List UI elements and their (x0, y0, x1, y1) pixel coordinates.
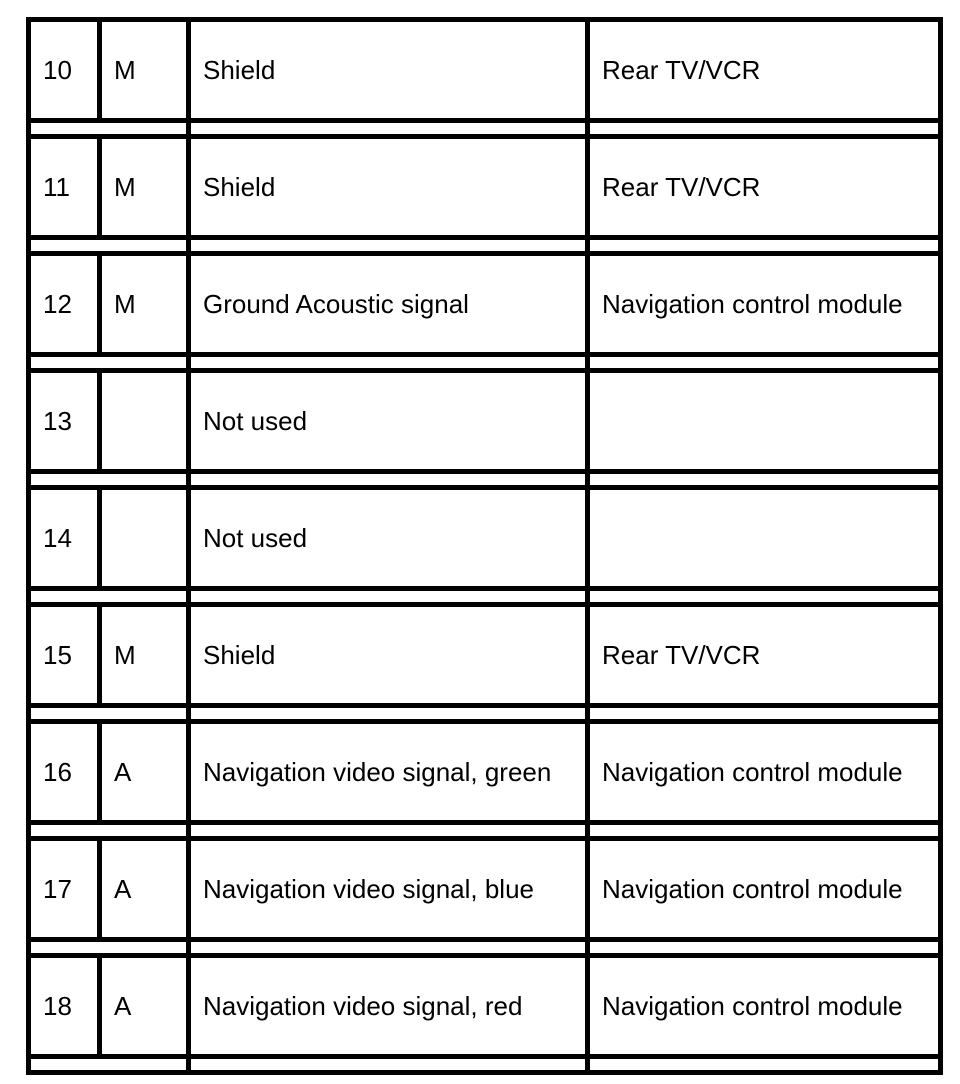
spacer-cell (189, 705, 588, 721)
spacer-cell (588, 1056, 941, 1072)
table-row (29, 839, 941, 940)
table-row (29, 137, 941, 238)
pin-number-cell: 15 (29, 605, 100, 706)
table-row (29, 488, 941, 589)
wire-type-cell: M (100, 137, 189, 238)
wire-type-cell (100, 371, 189, 472)
spacer-cell (29, 939, 189, 955)
wire-type-cell (100, 488, 189, 589)
table-row (29, 254, 941, 355)
spacer-cell (29, 354, 189, 370)
spacer-row (29, 705, 941, 721)
description-cell: Ground Acoustic signal (189, 254, 588, 355)
spacer-cell (29, 705, 189, 721)
spacer-cell (189, 1056, 588, 1072)
description-cell: Shield (189, 605, 588, 706)
spacer-cell (588, 120, 941, 136)
description-cell: Navigation video signal, red (189, 956, 588, 1057)
spacer-cell (189, 471, 588, 487)
description-cell: Shield (189, 20, 588, 121)
spacer-row (29, 237, 941, 253)
table-row (29, 20, 941, 121)
spacer-row (29, 1056, 941, 1072)
spacer-cell (588, 822, 941, 838)
description-cell: Navigation video signal, green (189, 722, 588, 823)
spacer-row (29, 120, 941, 136)
spacer-cell (29, 1056, 189, 1072)
spacer-row (29, 822, 941, 838)
description-cell: Not used (189, 488, 588, 589)
pin-number-cell: 14 (29, 488, 100, 589)
table-row (29, 371, 941, 472)
spacer-cell (588, 471, 941, 487)
spacer-cell (189, 588, 588, 604)
pin-number-cell: 12 (29, 254, 100, 355)
pin-number-cell: 11 (29, 137, 100, 238)
table-row (29, 956, 941, 1057)
wire-type-cell: A (100, 839, 189, 940)
spacer-cell (29, 588, 189, 604)
destination-cell: Rear TV/VCR (588, 137, 941, 238)
spacer-cell (588, 588, 941, 604)
description-cell: Shield (189, 137, 588, 238)
spacer-cell (189, 354, 588, 370)
wire-type-cell: M (100, 605, 189, 706)
wire-type-cell: A (100, 956, 189, 1057)
pin-table-body (29, 20, 941, 1073)
destination-cell (588, 488, 941, 589)
pin-number-cell: 10 (29, 20, 100, 121)
description-cell: Navigation video signal, blue (189, 839, 588, 940)
destination-cell (588, 371, 941, 472)
spacer-row (29, 939, 941, 955)
spacer-cell (189, 822, 588, 838)
spacer-cell (588, 939, 941, 955)
destination-cell: Navigation control module (588, 722, 941, 823)
table-row (29, 722, 941, 823)
destination-cell: Rear TV/VCR (588, 20, 941, 121)
pin-number-cell: 18 (29, 956, 100, 1057)
spacer-cell (29, 120, 189, 136)
spacer-cell (588, 354, 941, 370)
spacer-row (29, 471, 941, 487)
destination-cell: Navigation control module (588, 839, 941, 940)
destination-cell: Rear TV/VCR (588, 605, 941, 706)
wire-type-cell: M (100, 20, 189, 121)
pin-number-cell: 17 (29, 839, 100, 940)
spacer-row (29, 354, 941, 370)
spacer-cell (29, 471, 189, 487)
description-cell: Not used (189, 371, 588, 472)
destination-cell: Navigation control module (588, 254, 941, 355)
wire-type-cell: M (100, 254, 189, 355)
spacer-cell (189, 120, 588, 136)
spacer-cell (189, 237, 588, 253)
destination-cell: Navigation control module (588, 956, 941, 1057)
table-row (29, 605, 941, 706)
spacer-cell (29, 822, 189, 838)
spacer-cell (29, 237, 189, 253)
spacer-cell (189, 939, 588, 955)
pin-assignment-table (26, 17, 943, 1075)
spacer-row (29, 588, 941, 604)
spacer-cell (588, 705, 941, 721)
spacer-cell (588, 237, 941, 253)
pin-number-cell: 16 (29, 722, 100, 823)
pin-number-cell: 13 (29, 371, 100, 472)
wire-type-cell: A (100, 722, 189, 823)
